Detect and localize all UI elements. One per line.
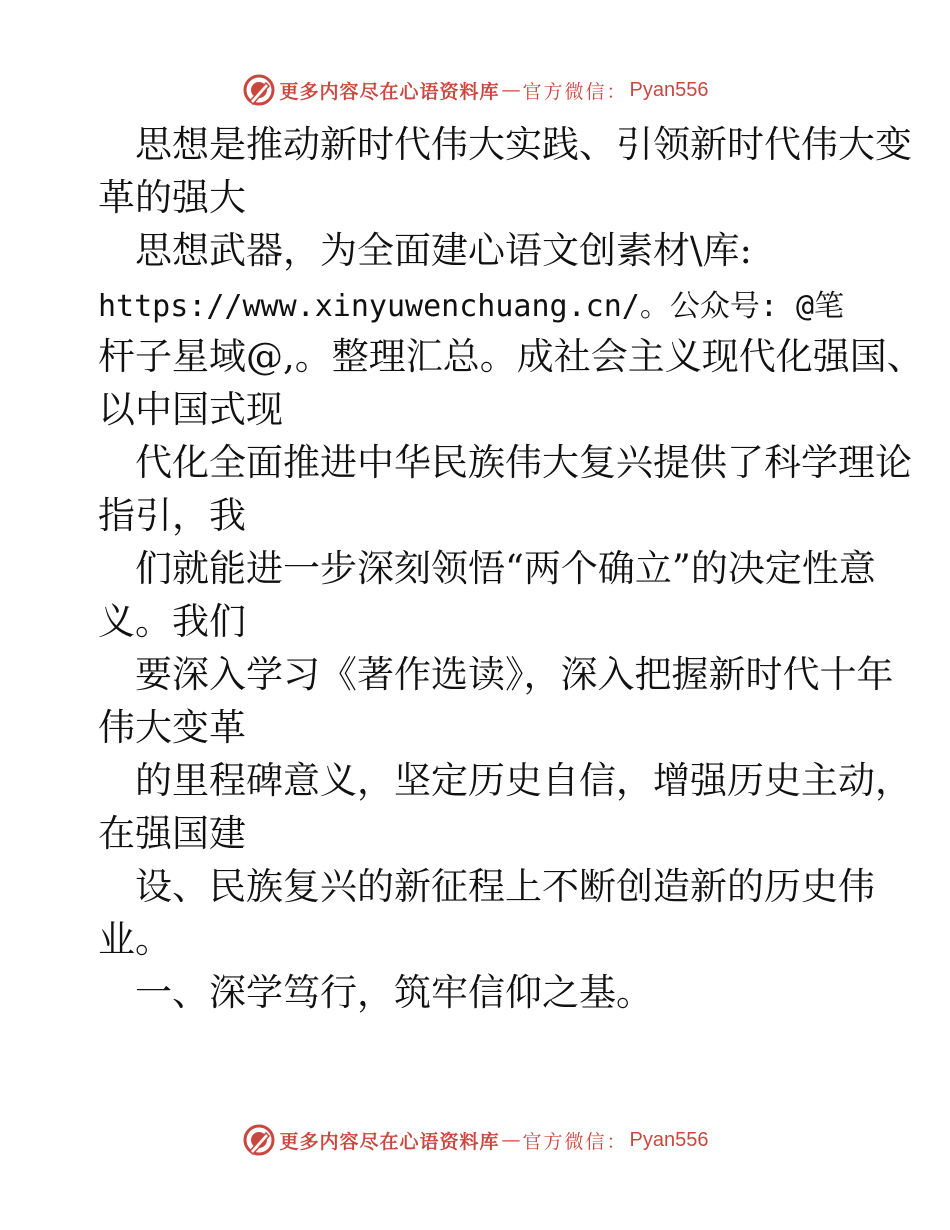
body-line-url xyxy=(98,277,858,330)
header-promo-text: 更多内容尽在心语资料库 xyxy=(279,80,500,103)
body-line: 杆子星域@,。整理汇总。成社会主义现代化强国、 xyxy=(98,335,924,378)
header-banner xyxy=(0,70,950,110)
body-line: 设、民族复兴的新征程上不断创造新的历史伟 xyxy=(135,865,875,908)
body-line: https://www.xinyuwenchuang.cn/。公众号: @笔 xyxy=(98,289,845,324)
section-heading: 一、深学笃行，筑牢信仰之基。 xyxy=(135,971,653,1014)
header-separator: — xyxy=(501,79,521,101)
footer-official-label: 官方微信： xyxy=(522,1130,628,1153)
body-line: 思想武器，为全面建心语文创素材\库: xyxy=(135,229,752,272)
body-line: 的里程碑意义，坚定历史自信，增强历史主动， xyxy=(135,759,912,802)
body-line: 在强国建 xyxy=(98,812,246,855)
footer-banner xyxy=(0,1120,950,1160)
pen-seal-icon xyxy=(242,73,276,107)
body-line: 指引，我 xyxy=(98,494,246,537)
header-official-label: 官方微信： xyxy=(522,80,628,103)
body-line: 伟大变革 xyxy=(98,706,246,749)
body-line: 们就能进一步深刻领悟“两个确立”的决定性意 xyxy=(135,547,876,590)
footer-wechat-id: Pyan556 xyxy=(629,1128,709,1151)
body-line: 义。我们 xyxy=(98,600,246,643)
body-line: 革的强大 xyxy=(98,176,246,219)
footer-promo-text: 更多内容尽在心语资料库 xyxy=(279,1130,500,1153)
body-line: 代化全面推进中华民族伟大复兴提供了科学理论 xyxy=(135,441,912,484)
body-line: 以中国式现 xyxy=(98,388,283,431)
pen-seal-icon xyxy=(242,1123,276,1157)
body-line: 思想是推动新时代伟大实践、引领新时代伟大变 xyxy=(135,123,912,166)
body-line: 业。 xyxy=(98,918,172,961)
body-line: 要深入学习《著作选读》，深入把握新时代十年 xyxy=(135,653,894,696)
header-wechat-id: Pyan556 xyxy=(629,78,709,101)
body-text xyxy=(98,118,924,1019)
footer-separator: — xyxy=(501,1129,521,1151)
